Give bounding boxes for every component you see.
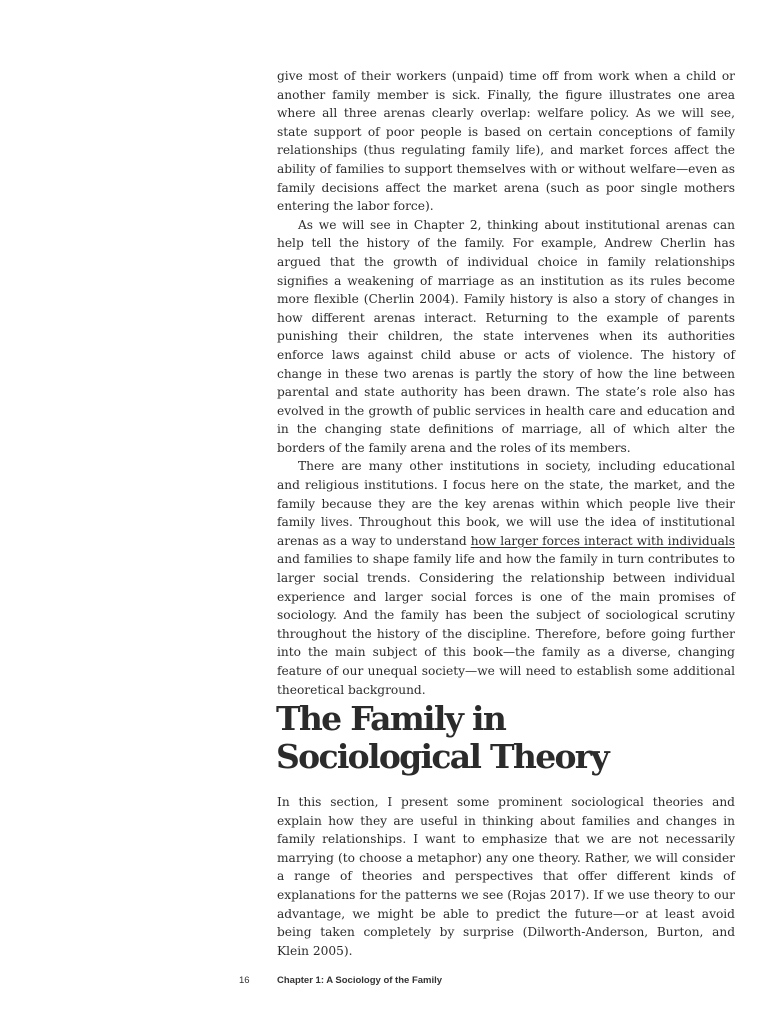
section-intro-paragraph: In this section, I present some prominent sociological theories and explain how they are useful in thinking about families and changes in family relationships. I want to emphasize that we are not necessarily marrying (to choose a metaphor) any one theory. Rather, we will consider a range of theories and perspectives that offer different kinds of explanations for the patterns we see (Rojas 2017). If we use theory to our advantage, we might be able to predict the future—or at least avoid being taken completely by surprise (Dilworth-Anderson, Burton, and Klein 2005).	[277, 795, 735, 958]
running-head: Chapter 1: A Sociology of the Family	[277, 975, 443, 986]
page-footer	[0, 975, 768, 991]
section-heading	[276, 700, 746, 776]
paragraph-3-end: and families to shape family life and how the family in turn contributes to larger social trends. Considering the relationship between individual experience and larger social forces is one of the main promises of sociology. And the family has been the subject of sociological scrutiny throughout the history of the discipline. Therefore, before going further into the main subject of this book—the family as a diverse, changing feature of our unequal society—we will need to establish some additional theoretical background.	[277, 552, 735, 697]
underlined-phrase: how larger forces interact with individuals	[470, 533, 735, 548]
paragraph-3-start: There are many other institutions in society, including educational and religious institutions. I focus here on the state, the market, and the family because they are the key arenas within which people live their family lives. Throughout this book, we will use the idea of institutional arenas as a way to understand	[277, 459, 735, 548]
page-number: 16	[239, 975, 250, 986]
paragraph-3	[277, 457, 735, 699]
body-text	[277, 67, 735, 699]
paragraph-2: As we will see in Chapter 2, thinking about institutional arenas can help tell the history of the family. For example, Andrew Cherlin has argued that the growth of individual choice in family relationships signifies a weakening of marriage as an institution as its rules become more flexible (Cherlin 2004). Family history is also a story of changes in how different arenas interact. Returning to the example of parents punishing their children, the state intervenes when its authorities enforce laws against child abuse or acts of violence. The history of change in these two arenas is partly the story of how the line between parental and state authority has been drawn. The state’s role also has evolved in the growth of public services in health care and education and in the changing state definitions of marriage, all of which alter the borders of the family arena and the roles of its members.	[277, 217, 735, 455]
section-heading-line-2: Sociological Theory	[276, 737, 608, 776]
paragraph-1: give most of their workers (unpaid) time off from work when a child or another family member is sick. Finally, the figure illustrates one area where all three arenas clearly overlap: welfare policy. As we will see, state support of poor people is based on certain conceptions of family relationships (thus regulating family life), and market forces affect the ability of families to support themselves with or without welfare—even as family decisions affect the market arena (such as poor single mothers entering the labor force).	[277, 69, 735, 214]
section-heading-line-1: The Family in	[276, 699, 506, 738]
